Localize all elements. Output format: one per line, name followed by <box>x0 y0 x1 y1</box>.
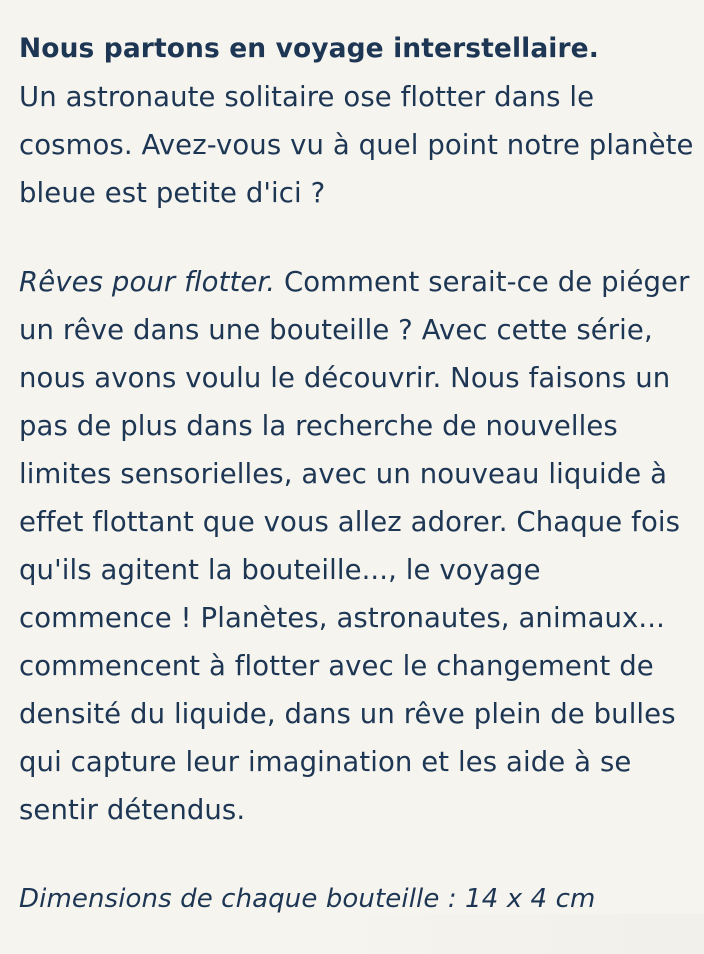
dimensions-text: Dimensions de chaque bouteille : 14 x 4 cm <box>19 884 596 914</box>
intro-heading: Nous partons en voyage interstellaire. <box>19 33 599 64</box>
intro-paragraph <box>19 24 694 217</box>
dreams-paragraph <box>19 258 694 834</box>
dreams-lead: Rêves pour flotter. <box>19 266 276 298</box>
intro-text: Un astronaute solitaire ose flotter dans le cosmos. Avez-vous vu à quel point notre planète bleue est petite d'ici ? <box>19 81 694 209</box>
product-description <box>19 24 694 923</box>
dreams-text: Comment serait-ce de piéger un rêve dans une bouteille ? Avec cette série, nous avons voulu le découvrir. Nous faisons un pas de plus dans la recherche de nouvelles limites sensorielles, avec un nouveau liquide à effet flottant que vous allez adorer. Chaque fois qu'ils agitent la bouteille..., le voyage commence ! Planètes, astronautes, animaux... commencent à flotter avec le changement de densité du liquide, dans un rêve plein de bulles qui capture leur imagination et les aide à se sentir détendus. <box>19 266 690 826</box>
floating-panel-edge <box>294 914 704 954</box>
